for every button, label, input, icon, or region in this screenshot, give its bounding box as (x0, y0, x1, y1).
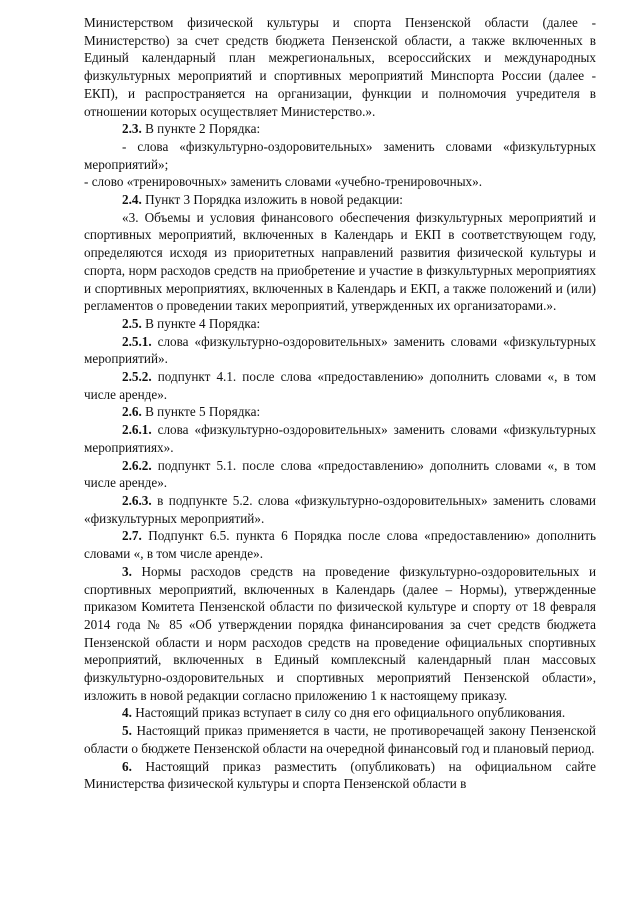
paragraph-text: подпункт 5.1. после слова «предоставлению» дополнить словами «, в том числе аренде». (84, 457, 596, 491)
document-page (84, 14, 596, 793)
paragraph-number: 2.5.2. (122, 369, 152, 385)
paragraph-number: 2.6. (122, 404, 142, 420)
paragraph-number: 2.6.2. (122, 457, 152, 473)
paragraph-number: 2.5. (122, 315, 142, 331)
paragraph-4 (84, 704, 596, 722)
paragraph-5 (84, 722, 596, 757)
paragraph-3 (84, 563, 596, 705)
paragraph-text: Пункт 3 Порядка изложить в новой редакции: (141, 192, 403, 208)
paragraph-number: 2.6.3. (122, 492, 152, 508)
paragraph-text: В пункте 2 Порядка: (141, 121, 261, 137)
paragraph-text: Настоящий приказ вступает в силу со дня его официального опубликования. (131, 705, 566, 721)
paragraph-number: 2.6.1. (122, 422, 152, 438)
paragraph-2-5 (84, 315, 596, 333)
paragraph-6 (84, 758, 596, 793)
paragraph-text: - слово «тренировочных» заменить словами «учебно-тренировочных». (84, 174, 483, 190)
paragraph-2-5-1 (84, 333, 596, 368)
paragraph-2-3-b (84, 173, 596, 191)
paragraph-2-4 (84, 191, 596, 209)
paragraph-2-6-1 (84, 421, 596, 456)
paragraph-intro (84, 14, 596, 120)
paragraph-text: Министерством физической культуры и спорта Пензенской области (далее - Министерство) за счет средств бюджета Пензенской области, а также включенных в Единый календарный план межрегиональных, всероссийских и международных физкультурных мероприятий и спортивных мероприятий Минспорта России (далее - ЕКП), и распространяется на организации, функции и полномочия учредителя в отношении которых осуществляет Министерство.». (84, 15, 596, 119)
paragraph-2-6-2 (84, 457, 596, 492)
paragraph-text: В пункте 5 Порядка: (141, 404, 261, 420)
paragraph-number: 2.5.1. (122, 333, 152, 349)
paragraph-text: слова «физкультурно-оздоровительных» заменить словами «физкультурных мероприятий». (84, 333, 596, 367)
paragraph-text: в подпункте 5.2. слова «физкультурно-оздоровительных» заменить словами «физкультурных мероприятий». (84, 492, 596, 526)
paragraph-number: 2.3. (122, 121, 142, 137)
paragraph-number: 2.4. (122, 192, 142, 208)
paragraph-text: подпункт 4.1. после слова «предоставлению» дополнить словами «, в том числе аренде». (84, 369, 596, 402)
paragraph-2-6-3 (84, 492, 596, 527)
paragraph-number: 6. (122, 758, 132, 774)
paragraph-number: 3. (122, 563, 132, 579)
paragraph-number: 4. (122, 705, 132, 721)
paragraph-text: - слова «физкультурно-оздоровительных» заменить словами «физкультурных мероприятий»; (84, 138, 596, 172)
paragraph-text: Нормы расходов средств на проведение физкультурно-оздоровительных и спортивных мероприятий, включенных в Календарь (далее – Нормы), утвержденные приказом Комитета Пензенской области по физической культуре и спорту от 18 февраля 2014 года № 85 «Об утверждении порядка финансирования за счет средств бюджета Пензенской области и норм расходов средств на проведение официальных спортивных мероприятий, включенных в Единый комплексный календарный план массовых физкультурно-оздоровительных и спортивных мероприятий Пензенской области», изложить в новой редакции согласно приложению 1 к настоящему приказу. (84, 563, 596, 703)
paragraph-number: 2.7. (122, 528, 142, 544)
paragraph-text: Настоящий приказ разместить (опубликовать) на официальном сайте Министерства физической культуры и спорта Пензенской области в (84, 758, 596, 792)
paragraph-2-7 (84, 527, 596, 562)
paragraph-2-3-a (84, 138, 596, 173)
paragraph-number: 5. (122, 723, 132, 739)
paragraph-text: слова «физкультурно-оздоровительных» заменить словами «физкультурных мероприятиях». (84, 422, 596, 455)
paragraph-text: «3. Объемы и условия финансового обеспечения физкультурных мероприятий и спортивных мероприятий, включенных в Календарь и ЕКП в соответствующем году, определяются исходя из приоритетных направлений развития физической культуры и спорта, норм расходов средств на приобретение и участие в физкультурных мероприятиях и спортивных мероприятиях, включенных в Календарь и ЕКП, а также положений и (или) регламентов о проведении таких мероприятий, утвержденных их организаторами.». (84, 209, 596, 314)
paragraph-text: Подпункт 6.5. пункта 6 Порядка после слова «предоставлению» дополнить словами «, в том числе аренде». (84, 528, 596, 562)
paragraph-2-6 (84, 403, 596, 421)
paragraph-text: Настоящий приказ применяется в части, не противоречащей закону Пензенской области о бюджете Пензенской области на очередной финансовый год и плановый период. (84, 723, 596, 756)
paragraph-2-3 (84, 120, 596, 138)
paragraph-text: В пункте 4 Порядка: (141, 315, 261, 331)
paragraph-2-4-text (84, 209, 596, 315)
paragraph-2-5-2 (84, 368, 596, 403)
